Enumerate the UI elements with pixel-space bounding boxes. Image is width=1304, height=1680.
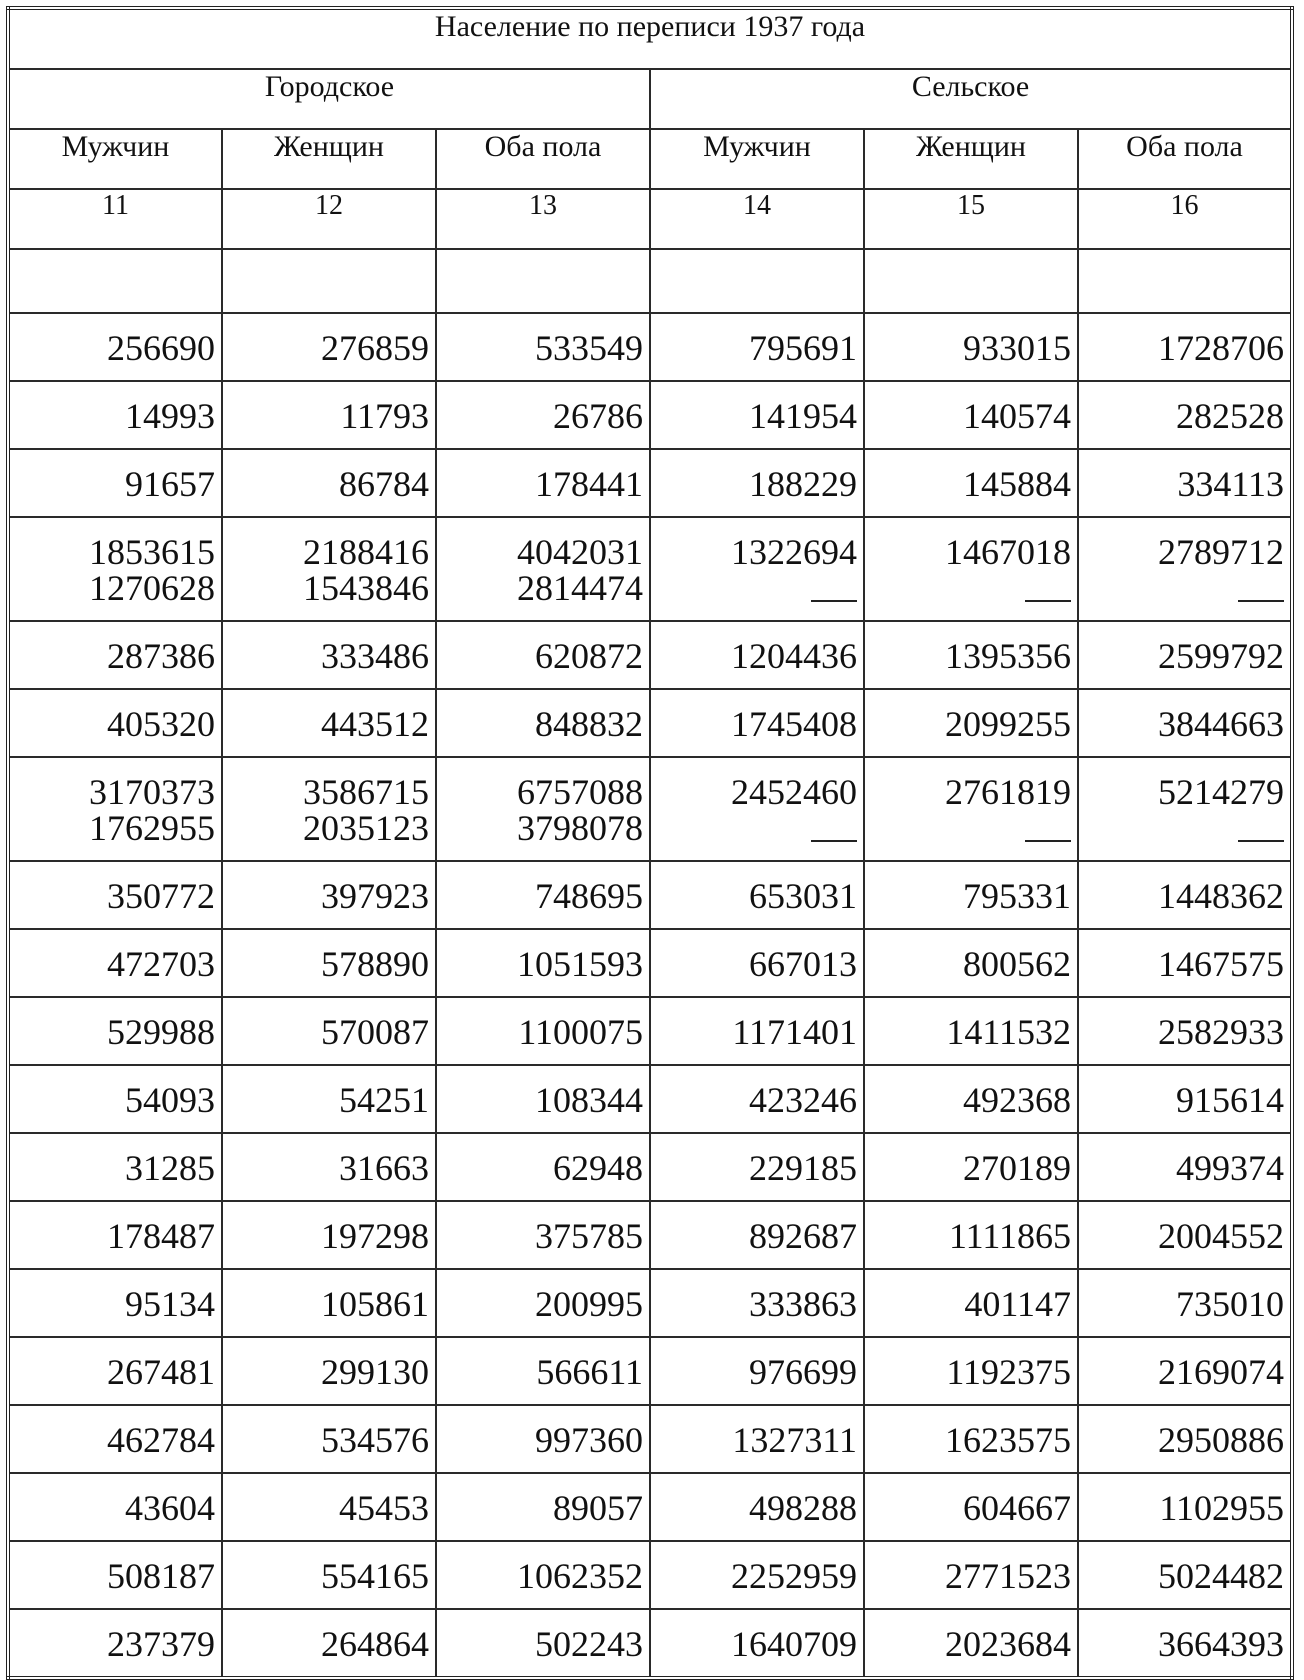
table-cell xyxy=(650,1201,864,1269)
table-cell xyxy=(1078,1201,1292,1269)
table-cell xyxy=(436,929,650,997)
table-cell xyxy=(436,1473,650,1541)
cell-value: 443512 xyxy=(321,704,429,744)
table-row xyxy=(8,861,1292,929)
table-cell xyxy=(864,1133,1078,1201)
cell-value: 237379 xyxy=(107,1624,215,1664)
table-row xyxy=(8,689,1292,757)
table-cell xyxy=(1078,1065,1292,1133)
table-cell xyxy=(436,621,650,689)
table-cell xyxy=(1078,1337,1292,1405)
table-cell xyxy=(222,517,436,621)
table-cell xyxy=(8,929,222,997)
table-cell xyxy=(864,1201,1078,1269)
col-header-urban-male: Мужчин xyxy=(8,129,222,189)
table-cell xyxy=(864,517,1078,621)
col-number: 13 xyxy=(436,189,650,249)
cell-value: 892687 xyxy=(749,1216,857,1256)
table-cell xyxy=(650,621,864,689)
cell-value: 1853615 xyxy=(89,532,215,572)
cell-value: 95134 xyxy=(125,1284,215,1324)
table-cell xyxy=(864,689,1078,757)
cell-value: 976699 xyxy=(749,1352,857,1392)
col-header-urban-both: Оба пола xyxy=(436,129,650,189)
cell-value: 45453 xyxy=(339,1488,429,1528)
col-number: 15 xyxy=(864,189,1078,249)
table-cell xyxy=(650,1269,864,1337)
table-cell xyxy=(222,1337,436,1405)
cell-value: 2452460 xyxy=(731,772,857,812)
cell-value: 1467018 xyxy=(945,532,1071,572)
cell-value: 197298 xyxy=(321,1216,429,1256)
col-number: 16 xyxy=(1078,189,1292,249)
cell-value: 2761819 xyxy=(945,772,1071,812)
table-cell xyxy=(8,1133,222,1201)
cell-value: 1062352 xyxy=(517,1556,643,1596)
cell-value: 997360 xyxy=(535,1420,643,1460)
empty-row xyxy=(8,249,1292,313)
cell-value: 1270628 xyxy=(89,568,215,608)
cell-value: 270189 xyxy=(963,1148,1071,1188)
table-cell xyxy=(864,997,1078,1065)
table-cell xyxy=(8,689,222,757)
cell-value: 141954 xyxy=(749,396,857,436)
table-cell xyxy=(8,997,222,1065)
table-cell xyxy=(650,997,864,1065)
cell-value: 2771523 xyxy=(945,1556,1071,1596)
table-cell xyxy=(8,1405,222,1473)
table-row xyxy=(8,1541,1292,1609)
table-cell xyxy=(8,1201,222,1269)
table-cell xyxy=(864,1065,1078,1133)
table-cell xyxy=(222,929,436,997)
cell-value: 423246 xyxy=(749,1080,857,1120)
cell-value: 1543846 xyxy=(303,568,429,608)
cell-value: 401147 xyxy=(964,1284,1071,1324)
table-cell xyxy=(436,1541,650,1609)
table-cell xyxy=(436,313,650,381)
table-row xyxy=(8,517,1292,621)
table-row xyxy=(8,1609,1292,1678)
table-cell xyxy=(222,1065,436,1133)
table-cell xyxy=(650,1609,864,1678)
cell-value: 145884 xyxy=(963,464,1071,504)
table-row xyxy=(8,621,1292,689)
cell-value: 1411532 xyxy=(946,1012,1071,1052)
table-cell xyxy=(436,517,650,621)
table-cell xyxy=(222,861,436,929)
cell-value: 200995 xyxy=(535,1284,643,1324)
cell-value: 276859 xyxy=(321,328,429,368)
table-row xyxy=(8,381,1292,449)
table-cell xyxy=(8,381,222,449)
table-cell xyxy=(1078,1269,1292,1337)
cell-value: 735010 xyxy=(1176,1284,1285,1324)
table-cell xyxy=(1078,929,1292,997)
table-cell xyxy=(1078,689,1292,757)
cell-value: 915614 xyxy=(1176,1080,1285,1120)
table-cell xyxy=(436,1609,650,1678)
cell-value: 3798078 xyxy=(517,808,643,848)
table-row xyxy=(8,757,1292,861)
cell-dash xyxy=(657,810,857,846)
table-row xyxy=(8,997,1292,1065)
table-cell xyxy=(8,1065,222,1133)
table-cell xyxy=(436,861,650,929)
cell-value: 499374 xyxy=(1176,1148,1285,1188)
cell-value: 5024482 xyxy=(1158,1556,1285,1596)
table-cell xyxy=(864,621,1078,689)
group-header-rural: Сельское xyxy=(650,69,1292,129)
table-cell xyxy=(8,757,222,861)
table-cell xyxy=(1078,1609,1292,1678)
table-cell xyxy=(864,381,1078,449)
cell-value: 1322694 xyxy=(731,532,857,572)
cell-value: 795691 xyxy=(749,328,857,368)
table-cell xyxy=(864,1473,1078,1541)
cell-value: 91657 xyxy=(125,464,215,504)
cell-value: 86784 xyxy=(339,464,429,504)
cell-value: 933015 xyxy=(963,328,1071,368)
table-title: Население по переписи 1937 года xyxy=(8,8,1292,69)
cell-value: 1192375 xyxy=(946,1352,1071,1392)
cell-value: 14993 xyxy=(125,396,215,436)
table-cell xyxy=(8,517,222,621)
table-cell xyxy=(222,313,436,381)
cell-dash xyxy=(871,810,1071,846)
table-cell xyxy=(222,621,436,689)
cell-value: 1448362 xyxy=(1158,876,1285,916)
table-cell xyxy=(8,449,222,517)
cell-value: 299130 xyxy=(321,1352,429,1392)
cell-dash xyxy=(1085,570,1284,606)
cell-value: 554165 xyxy=(321,1556,429,1596)
table-cell xyxy=(1078,861,1292,929)
cell-value: 334113 xyxy=(1177,464,1285,504)
cell-value: 604667 xyxy=(963,1488,1071,1528)
cell-value: 502243 xyxy=(535,1624,643,1664)
table-cell xyxy=(436,449,650,517)
group-header-urban: Городское xyxy=(8,69,650,129)
table-cell xyxy=(650,757,864,861)
cell-value: 31663 xyxy=(339,1148,429,1188)
cell-value: 578890 xyxy=(321,944,429,984)
dash-mark xyxy=(811,600,857,602)
cell-value: 140574 xyxy=(963,396,1071,436)
table-cell xyxy=(8,621,222,689)
table-cell xyxy=(1078,313,1292,381)
table-row xyxy=(8,1473,1292,1541)
table-cell xyxy=(436,1337,650,1405)
col-number: 11 xyxy=(8,189,222,249)
table-cell xyxy=(864,1405,1078,1473)
cell-value: 653031 xyxy=(749,876,857,916)
table-cell xyxy=(864,861,1078,929)
cell-value: 1745408 xyxy=(731,704,857,744)
cell-value: 1762955 xyxy=(89,808,215,848)
table-cell xyxy=(650,381,864,449)
cell-value: 229185 xyxy=(749,1148,857,1188)
table-cell xyxy=(650,449,864,517)
table-cell xyxy=(436,757,650,861)
table-row xyxy=(8,1337,1292,1405)
cell-value: 11793 xyxy=(340,396,429,436)
table-cell xyxy=(222,1405,436,1473)
col-header-rural-male: Мужчин xyxy=(650,129,864,189)
cell-value: 1051593 xyxy=(517,944,643,984)
cell-value: 4042031 xyxy=(517,532,643,572)
cell-value: 54251 xyxy=(339,1080,429,1120)
table-cell xyxy=(864,757,1078,861)
cell-value: 1395356 xyxy=(945,636,1071,676)
table-cell xyxy=(436,1133,650,1201)
table-cell xyxy=(864,1269,1078,1337)
table-cell xyxy=(222,1133,436,1201)
cell-value: 178487 xyxy=(107,1216,215,1256)
cell-value: 178441 xyxy=(535,464,643,504)
col-header-rural-both: Оба пола xyxy=(1078,129,1292,189)
table-cell xyxy=(222,449,436,517)
cell-value: 256690 xyxy=(107,328,215,368)
table-cell xyxy=(650,689,864,757)
table-cell xyxy=(222,1609,436,1678)
table-cell xyxy=(650,1473,864,1541)
cell-value: 848832 xyxy=(535,704,643,744)
cell-value: 1467575 xyxy=(1158,944,1285,984)
cell-dash xyxy=(657,570,857,606)
table-cell xyxy=(8,1337,222,1405)
cell-value: 2950886 xyxy=(1158,1420,1285,1460)
cell-value: 1728706 xyxy=(1158,328,1285,368)
table-row xyxy=(8,1405,1292,1473)
cell-value: 397923 xyxy=(321,876,429,916)
table-cell xyxy=(222,1201,436,1269)
cell-value: 2814474 xyxy=(517,568,643,608)
table-cell xyxy=(650,861,864,929)
cell-value: 31285 xyxy=(125,1148,215,1188)
table-cell xyxy=(222,757,436,861)
dash-mark xyxy=(1025,840,1071,842)
table-cell xyxy=(650,1541,864,1609)
table-cell xyxy=(222,1541,436,1609)
cell-value: 667013 xyxy=(749,944,857,984)
cell-value: 2004552 xyxy=(1158,1216,1285,1256)
table-cell xyxy=(1078,997,1292,1065)
cell-value: 405320 xyxy=(107,704,215,744)
cell-value: 89057 xyxy=(553,1488,643,1528)
cell-value: 795331 xyxy=(963,876,1071,916)
cell-value: 2169074 xyxy=(1158,1352,1285,1392)
table-cell xyxy=(650,1337,864,1405)
table-row xyxy=(8,1133,1292,1201)
table-cell xyxy=(8,1473,222,1541)
cell-value: 6757088 xyxy=(517,772,643,812)
table-cell xyxy=(650,1133,864,1201)
cell-dash xyxy=(871,570,1071,606)
cell-value: 1623575 xyxy=(945,1420,1071,1460)
cell-value: 1327311 xyxy=(732,1420,857,1460)
cell-value: 1640709 xyxy=(731,1624,857,1664)
table-cell xyxy=(864,1609,1078,1678)
table-cell xyxy=(1078,517,1292,621)
col-header-rural-female: Женщин xyxy=(864,129,1078,189)
table-cell xyxy=(222,381,436,449)
table-cell xyxy=(436,1065,650,1133)
cell-value: 2188416 xyxy=(303,532,429,572)
cell-value: 282528 xyxy=(1176,396,1285,436)
table-cell xyxy=(650,313,864,381)
col-number: 14 xyxy=(650,189,864,249)
cell-value: 333863 xyxy=(749,1284,857,1324)
table-row xyxy=(8,1201,1292,1269)
table-cell xyxy=(650,517,864,621)
cell-value: 188229 xyxy=(749,464,857,504)
cell-value: 2252959 xyxy=(731,1556,857,1596)
cell-value: 5214279 xyxy=(1158,772,1285,812)
cell-dash xyxy=(1085,810,1284,846)
cell-value: 3586715 xyxy=(303,772,429,812)
table-cell xyxy=(1078,757,1292,861)
cell-value: 533549 xyxy=(535,328,643,368)
table-cell xyxy=(650,1405,864,1473)
table-cell xyxy=(1078,1405,1292,1473)
col-number: 12 xyxy=(222,189,436,249)
cell-value: 105861 xyxy=(321,1284,429,1324)
table-cell xyxy=(650,1065,864,1133)
table-cell xyxy=(1078,1541,1292,1609)
table-cell xyxy=(436,997,650,1065)
table-cell xyxy=(222,997,436,1065)
cell-value: 264864 xyxy=(321,1624,429,1664)
table-cell xyxy=(436,1201,650,1269)
cell-value: 3170373 xyxy=(89,772,215,812)
table-cell xyxy=(8,1609,222,1678)
table-cell xyxy=(436,381,650,449)
cell-value: 529988 xyxy=(107,1012,215,1052)
cell-value: 534576 xyxy=(321,1420,429,1460)
table-cell xyxy=(1078,1133,1292,1201)
table-row xyxy=(8,929,1292,997)
cell-value: 620872 xyxy=(535,636,643,676)
cell-value: 2035123 xyxy=(303,808,429,848)
cell-value: 1102955 xyxy=(1159,1488,1285,1528)
table-row xyxy=(8,1269,1292,1337)
table-cell xyxy=(8,313,222,381)
table-row xyxy=(8,313,1292,381)
table-cell xyxy=(436,1405,650,1473)
table-cell xyxy=(864,929,1078,997)
cell-value: 43604 xyxy=(125,1488,215,1528)
cell-value: 1204436 xyxy=(731,636,857,676)
col-header-urban-female: Женщин xyxy=(222,129,436,189)
cell-value: 498288 xyxy=(749,1488,857,1528)
cell-value: 492368 xyxy=(963,1080,1071,1120)
cell-value: 333486 xyxy=(321,636,429,676)
table-cell xyxy=(864,1541,1078,1609)
dash-mark xyxy=(1238,600,1284,602)
dash-mark xyxy=(811,840,857,842)
cell-value: 3664393 xyxy=(1158,1624,1285,1664)
cell-value: 748695 xyxy=(535,876,643,916)
table-cell xyxy=(650,929,864,997)
table-cell xyxy=(864,313,1078,381)
cell-value: 2023684 xyxy=(945,1624,1071,1664)
cell-value: 508187 xyxy=(107,1556,215,1596)
table-cell xyxy=(1078,1473,1292,1541)
cell-value: 350772 xyxy=(107,876,215,916)
cell-value: 375785 xyxy=(535,1216,643,1256)
cell-value: 462784 xyxy=(107,1420,215,1460)
cell-value: 3844663 xyxy=(1158,704,1285,744)
cell-value: 2582933 xyxy=(1158,1012,1285,1052)
table-cell xyxy=(8,861,222,929)
cell-value: 26786 xyxy=(553,396,643,436)
dash-mark xyxy=(1238,840,1284,842)
table-cell xyxy=(864,449,1078,517)
cell-value: 566611 xyxy=(536,1352,643,1392)
cell-value: 108344 xyxy=(535,1080,643,1120)
table-cell xyxy=(436,689,650,757)
table-row xyxy=(8,1065,1292,1133)
cell-value: 1111865 xyxy=(949,1216,1071,1256)
dash-mark xyxy=(1025,600,1071,602)
cell-value: 570087 xyxy=(321,1012,429,1052)
cell-value: 1100075 xyxy=(518,1012,643,1052)
cell-value: 62948 xyxy=(553,1148,643,1188)
table-cell xyxy=(1078,381,1292,449)
cell-value: 54093 xyxy=(125,1080,215,1120)
cell-value: 287386 xyxy=(107,636,215,676)
table-cell xyxy=(8,1541,222,1609)
table-cell xyxy=(8,1269,222,1337)
table-cell xyxy=(436,1269,650,1337)
table-cell xyxy=(864,1337,1078,1405)
cell-value: 2099255 xyxy=(945,704,1071,744)
table-row xyxy=(8,449,1292,517)
cell-value: 1171401 xyxy=(732,1012,857,1052)
table-cell xyxy=(1078,621,1292,689)
cell-value: 267481 xyxy=(107,1352,215,1392)
cell-value: 472703 xyxy=(107,944,215,984)
census-table xyxy=(6,6,1294,1680)
cell-value: 2599792 xyxy=(1158,636,1285,676)
table-cell xyxy=(222,689,436,757)
cell-value: 2789712 xyxy=(1158,532,1285,572)
table-cell xyxy=(222,1269,436,1337)
table-cell xyxy=(222,1473,436,1541)
cell-value: 800562 xyxy=(963,944,1071,984)
table-cell xyxy=(1078,449,1292,517)
